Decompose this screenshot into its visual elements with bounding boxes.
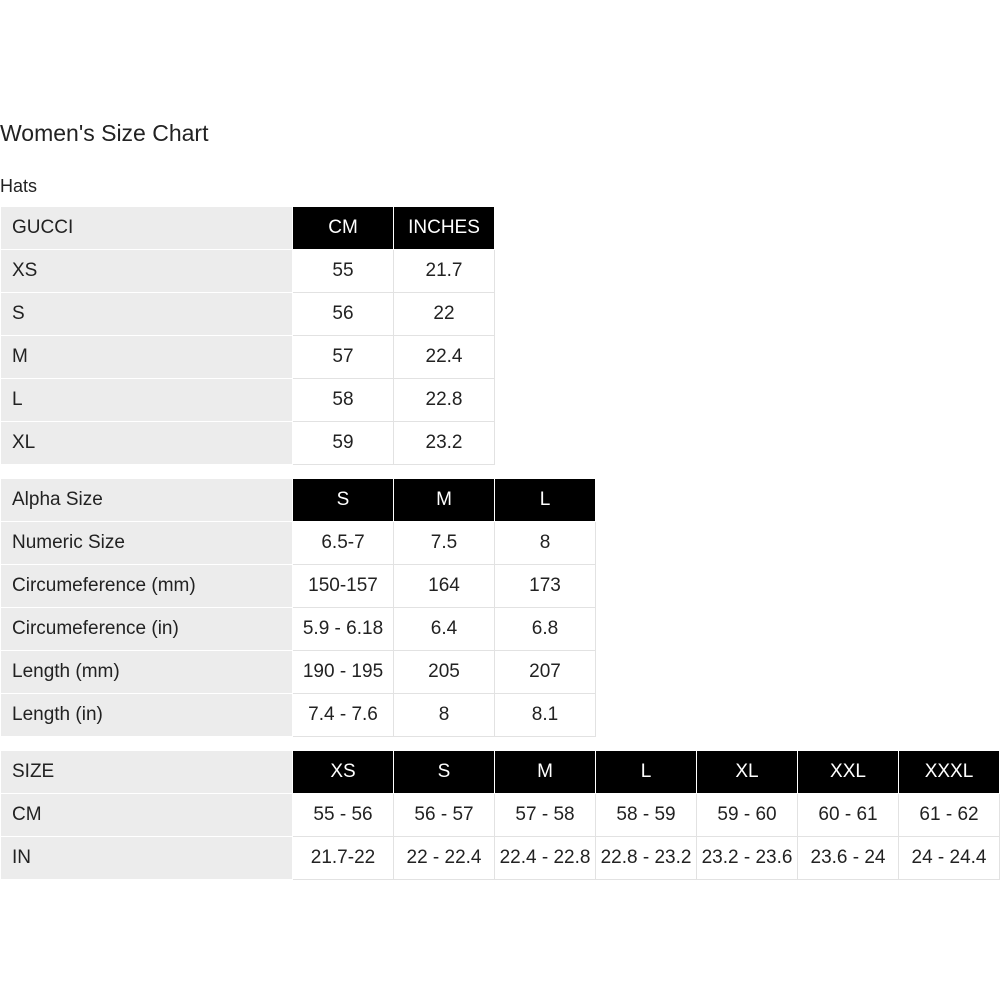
row-label: S <box>1 293 293 336</box>
table-cell: 23.6 - 24 <box>798 837 899 880</box>
row-label: L <box>1 379 293 422</box>
table-header-row <box>1 751 1000 794</box>
column-header: XL <box>697 751 798 794</box>
table-cell: 7.4 - 7.6 <box>293 694 394 737</box>
table-header-row <box>1 207 495 250</box>
table-row <box>1 565 596 608</box>
row-label: M <box>1 336 293 379</box>
table-cell: 6.4 <box>394 608 495 651</box>
row-label: CM <box>1 794 293 837</box>
table-row <box>1 837 1000 880</box>
table-cell: 150-157 <box>293 565 394 608</box>
table-cell: 173 <box>495 565 596 608</box>
row-label: XS <box>1 250 293 293</box>
table-corner-label: SIZE <box>1 751 293 794</box>
table-cell: 58 - 59 <box>596 794 697 837</box>
row-label: XL <box>1 422 293 465</box>
row-label: Circumeference (in) <box>1 608 293 651</box>
row-label: Length (in) <box>1 694 293 737</box>
row-label: Length (mm) <box>1 651 293 694</box>
column-header: XS <box>293 751 394 794</box>
table-cell: 56 <box>293 293 394 336</box>
table-cell: 60 - 61 <box>798 794 899 837</box>
table-cell: 22 - 22.4 <box>394 837 495 880</box>
table-cell: 61 - 62 <box>899 794 1000 837</box>
table-header-row <box>1 479 596 522</box>
table-row <box>1 422 495 465</box>
table-cell: 22.4 <box>394 336 495 379</box>
alpha-size-table <box>0 478 596 737</box>
table-cell: 59 <box>293 422 394 465</box>
table-row <box>1 250 495 293</box>
table-row <box>1 608 596 651</box>
size-conversion-table <box>0 750 1000 880</box>
table-row <box>1 694 596 737</box>
column-header: S <box>394 751 495 794</box>
table-row <box>1 522 596 565</box>
table-cell: 57 <box>293 336 394 379</box>
table-cell: 58 <box>293 379 394 422</box>
table-cell: 5.9 - 6.18 <box>293 608 394 651</box>
table-cell: 57 - 58 <box>495 794 596 837</box>
table-cell: 207 <box>495 651 596 694</box>
table-cell: 6.8 <box>495 608 596 651</box>
table-cell: 23.2 - 23.6 <box>697 837 798 880</box>
table-cell: 21.7-22 <box>293 837 394 880</box>
table-row <box>1 651 596 694</box>
table-cell: 24 - 24.4 <box>899 837 1000 880</box>
table-corner-label: GUCCI <box>1 207 293 250</box>
table-cell: 6.5-7 <box>293 522 394 565</box>
table-corner-label: Alpha Size <box>1 479 293 522</box>
table-row <box>1 794 1000 837</box>
column-header: M <box>394 479 495 522</box>
table-cell: 21.7 <box>394 250 495 293</box>
table-cell: 22.8 - 23.2 <box>596 837 697 880</box>
column-header: L <box>596 751 697 794</box>
table-cell: 55 <box>293 250 394 293</box>
column-header: L <box>495 479 596 522</box>
table-cell: 8 <box>495 522 596 565</box>
table-cell: 55 - 56 <box>293 794 394 837</box>
table-cell: 8 <box>394 694 495 737</box>
column-header: M <box>495 751 596 794</box>
table-cell: 164 <box>394 565 495 608</box>
table-cell: 56 - 57 <box>394 794 495 837</box>
row-label: IN <box>1 837 293 880</box>
table-cell: 59 - 60 <box>697 794 798 837</box>
row-label: Numeric Size <box>1 522 293 565</box>
table-cell: 22.8 <box>394 379 495 422</box>
gucci-size-table <box>0 206 495 465</box>
table-cell: 190 - 195 <box>293 651 394 694</box>
table-row <box>1 379 495 422</box>
table-cell: 8.1 <box>495 694 596 737</box>
table-cell: 23.2 <box>394 422 495 465</box>
table-cell: 22.4 - 22.8 <box>495 837 596 880</box>
column-header: XXXL <box>899 751 1000 794</box>
column-header: CM <box>293 207 394 250</box>
table-cell: 205 <box>394 651 495 694</box>
section-subtitle: Hats <box>0 176 38 196</box>
column-header: INCHES <box>394 207 495 250</box>
column-header: XXL <box>798 751 899 794</box>
table-row <box>1 336 495 379</box>
row-label: Circumeference (mm) <box>1 565 293 608</box>
table-cell: 22 <box>394 293 495 336</box>
table-cell: 7.5 <box>394 522 495 565</box>
table-row <box>1 293 495 336</box>
page-title: Women's Size Chart <box>0 120 209 146</box>
column-header: S <box>293 479 394 522</box>
